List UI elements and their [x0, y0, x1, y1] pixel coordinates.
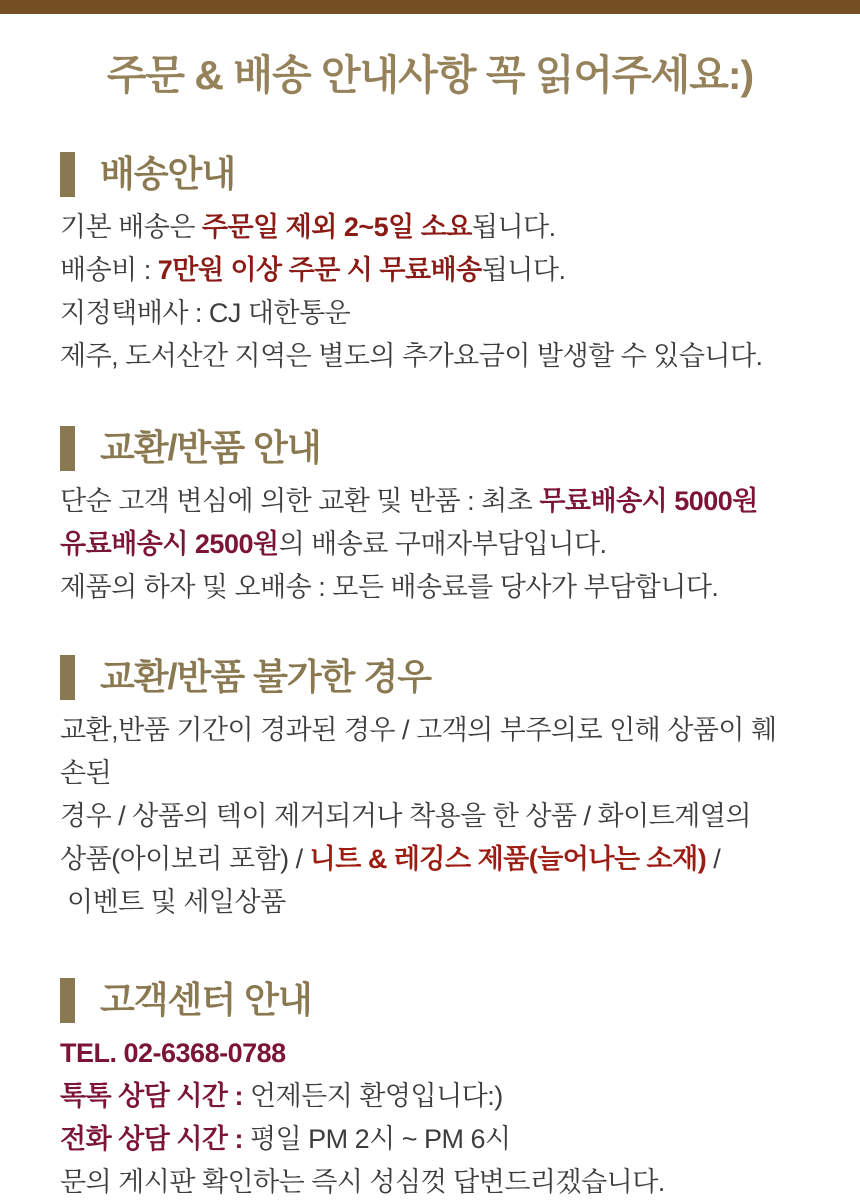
text-segment-bright: 니트 & 레깅스 제품(늘어나는 소재) — [309, 844, 707, 874]
text-segment-normal: 됩니다. — [481, 255, 566, 285]
text-segment-normal: 교환,반품 기간이 경과된 경우 / 고객의 부주의로 인해 상품이 훼손된 — [60, 715, 777, 788]
info-section — [60, 976, 800, 1200]
heading-bar-icon — [60, 152, 75, 197]
text-line — [60, 881, 800, 924]
text-line — [60, 523, 800, 566]
text-line — [60, 838, 800, 881]
text-segment-normal: 단순 고객 변심에 의한 교환 및 반품 : 최초 — [60, 486, 540, 516]
text-segment-normal: 의 배송료 구매자부담입니다. — [278, 529, 607, 559]
heading-bar-icon — [60, 655, 75, 700]
text-line — [60, 1075, 800, 1118]
heading-bar-icon — [60, 978, 75, 1023]
text-line — [60, 795, 800, 838]
text-line — [60, 709, 800, 795]
text-segment-normal: 지정택배사 : CJ 대한통운 — [60, 298, 351, 328]
text-segment-normal: 상품(아이보리 포함) / — [60, 844, 310, 874]
section-heading — [60, 976, 800, 1024]
text-line — [60, 335, 800, 378]
info-section — [60, 150, 800, 378]
info-section — [60, 424, 800, 609]
text-segment-maroon: TEL. 02-6368-0788 — [60, 1038, 286, 1068]
text-segment-maroon: 유료배송시 2500원 — [60, 529, 279, 559]
section-heading — [60, 150, 800, 198]
text-segment-red: 7만원 이상 주문 시 무료배송 — [157, 255, 482, 285]
text-segment-normal: 됩니다. — [471, 212, 556, 242]
text-segment-maroon: 전화 상담 시간 : — [60, 1124, 250, 1154]
section-heading-label: 배송안내 — [100, 153, 236, 194]
heading-bar-icon — [60, 426, 75, 471]
text-segment-normal: 언제든지 환영입니다:) — [250, 1081, 503, 1111]
text-segment-normal: 제주, 도서산간 지역은 별도의 추가요금이 발생할 수 있습니다. — [60, 341, 763, 371]
text-segment-normal: 배송비 : — [60, 255, 158, 285]
text-segment-normal: 기본 배송은 — [60, 212, 202, 242]
text-segment-normal: / — [706, 844, 721, 874]
section-heading-label: 교환/반품 안내 — [100, 427, 321, 468]
text-segment-red: 주문일 제외 2~5일 소요 — [201, 212, 472, 242]
text-segment-normal: 경우 / 상품의 텍이 제거되거나 착용을 한 상품 / 화이트계열의 — [60, 801, 751, 831]
text-segment-normal: 제품의 하자 및 오배송 : 모든 배송료를 당사가 부담합니다. — [60, 572, 719, 602]
top-accent-bar — [0, 0, 860, 14]
text-line — [60, 1161, 800, 1200]
text-line — [60, 1032, 800, 1075]
text-line — [60, 480, 800, 523]
text-line — [60, 292, 800, 335]
text-line — [60, 566, 800, 609]
text-line — [60, 206, 800, 249]
info-section — [60, 653, 800, 924]
text-line — [60, 1118, 800, 1161]
text-segment-normal: 문의 게시판 확인하는 즉시 성심껏 답변드리겠습니다. — [60, 1167, 665, 1197]
page-title: 주문 & 배송 안내사항 꼭 읽어주세요:) — [106, 52, 754, 98]
text-segment-normal: 이벤트 및 세일상품 — [60, 887, 286, 917]
notice-content — [0, 150, 860, 1200]
text-segment-normal: 평일 PM 2시 ~ PM 6시 — [250, 1124, 511, 1154]
text-segment-maroon: 무료배송시 5000원 — [539, 486, 758, 516]
section-heading-label: 교환/반품 불가한 경우 — [100, 656, 431, 697]
section-heading — [60, 653, 800, 701]
section-heading-label: 고객센터 안내 — [100, 979, 312, 1020]
text-segment-maroon: 톡톡 상담 시간 : — [60, 1081, 250, 1111]
section-heading — [60, 424, 800, 472]
text-line — [60, 249, 800, 292]
